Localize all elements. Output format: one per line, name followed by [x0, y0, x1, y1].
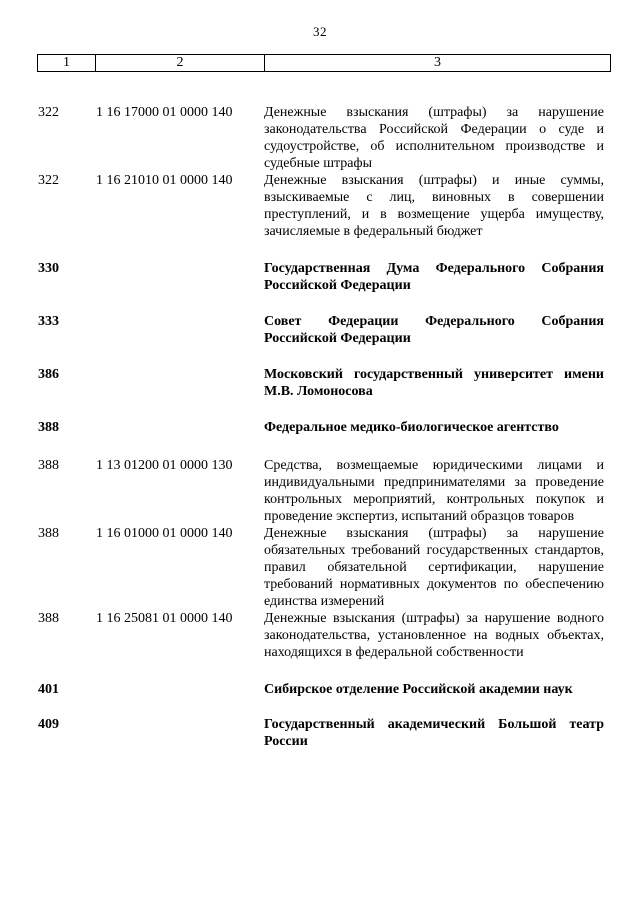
revenue-description: Денежные взыскания (штрафы) и иные суммы, взыскиваемые с лиц, виновных в совершении преступлений, и в возмещение ущерба имуществу, зачисляемые в федеральный бюджет	[264, 173, 604, 239]
administrator-name: Федеральное медико-биологическое агентство	[264, 420, 559, 435]
admin-code: 388	[38, 526, 59, 541]
column-header-row	[38, 55, 611, 72]
budget-classification-code: 1 13 01200 01 0000 130	[96, 458, 233, 473]
table-row	[0, 525, 640, 610]
admin-code: 409	[38, 717, 59, 732]
admin-code: 401	[38, 682, 59, 697]
admin-code: 386	[38, 367, 59, 382]
column-header-1: 1	[38, 55, 96, 72]
page-number: 32	[313, 24, 327, 39]
column-header-3: 3	[265, 55, 611, 72]
administrator-name: Сибирское отделение Российской академии наук	[264, 682, 573, 697]
admin-code: 330	[38, 261, 59, 276]
budget-classification-code: 1 16 17000 01 0000 140	[96, 105, 233, 120]
table-row	[0, 366, 640, 400]
budget-classification-code: 1 16 21010 01 0000 140	[96, 173, 233, 188]
column-header-table	[37, 54, 611, 72]
admin-code: 388	[38, 458, 59, 473]
admin-code: 322	[38, 105, 59, 120]
revenue-description: Денежные взыскания (штрафы) за нарушение водного законодательства, установленное на водных объектах, находящихся в федеральной собственности	[264, 611, 604, 660]
administrator-name: Государственный академический Большой театр России	[264, 717, 604, 749]
budget-classification-code: 1 16 25081 01 0000 140	[96, 611, 233, 626]
table-row	[0, 260, 640, 294]
budget-code-list	[0, 104, 640, 750]
budget-classification-code: 1 16 01000 01 0000 140	[96, 526, 233, 541]
table-row	[0, 457, 640, 525]
administrator-name: Совет Федерации Федерального Собрания Российской Федерации	[264, 314, 604, 346]
column-header-2: 2	[96, 55, 265, 72]
admin-code: 388	[38, 420, 59, 435]
revenue-description: Денежные взыскания (штрафы) за нарушение обязательных требований государственных стандартов, правил обязательной сертификации, нарушение требований нормативных документов по обеспечению единства измерений	[264, 526, 604, 609]
administrator-name: Московский государственный университет имени М.В. Ломоносова	[264, 367, 604, 399]
table-row	[0, 104, 640, 172]
table-row	[0, 172, 640, 240]
revenue-description: Средства, возмещаемые юридическими лицами и индивидуальными предпринимателями за проведение контрольных мероприятий, контрольных покупок и проведение экспертиз, испытаний образцов товаров	[264, 458, 604, 524]
admin-code: 388	[38, 611, 59, 626]
administrator-name: Государственная Дума Федерального Собрания Российской Федерации	[264, 261, 604, 293]
revenue-description: Денежные взыскания (штрафы) за нарушение законодательства Российской Федерации о суде и судоустройстве, об исполнительном производстве и судебные штрафы	[264, 105, 604, 171]
table-row	[0, 716, 640, 750]
admin-code: 322	[38, 173, 59, 188]
admin-code: 333	[38, 314, 59, 329]
table-row	[0, 419, 640, 436]
table-row	[0, 610, 640, 661]
table-row	[0, 313, 640, 347]
table-row	[0, 681, 640, 698]
